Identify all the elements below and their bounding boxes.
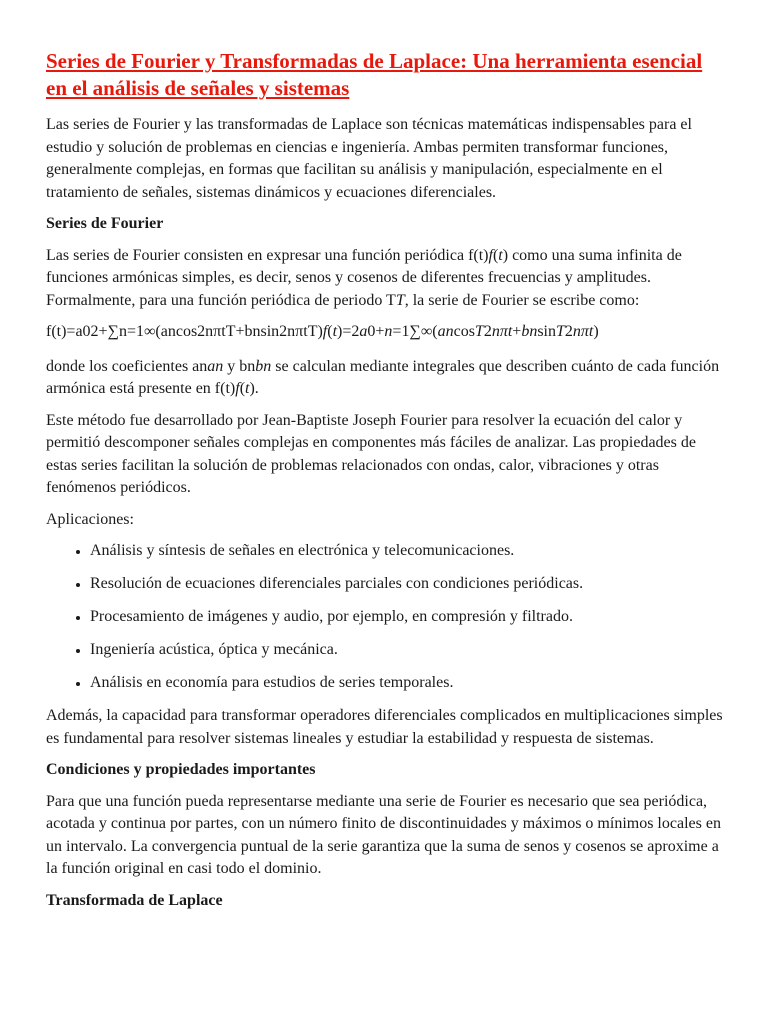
conditions-paragraph: Para que una función pueda representarse mediante una serie de Fourier es necesario que sea periódica, acotada y continua por partes, con un número finito de discontinuidades y máximos o mínimos locales en un intervalo. La convergencia puntual de la serie garantiza que la suma de senos y cosenos se aproxime a la función original en casi todo el dominio.: [46, 792, 721, 877]
math-run: 2: [564, 323, 573, 340]
math-italic: t: [498, 246, 503, 264]
coefficients-paragraph: [46, 356, 724, 401]
list-item: • Análisis y síntesis de señales en electrónica y telecomunicaciones.: [90, 540, 724, 563]
math-italic: f: [322, 323, 328, 340]
fourier-definition-paragraph: [46, 245, 724, 313]
math-italic: n: [384, 323, 393, 340]
text-run: (: [492, 246, 499, 264]
math-run: 0+: [367, 323, 385, 340]
operators-paragraph: Además, la capacidad para transformar operadores diferenciales complicados en multiplicaciones simples es fundamental para resolver sistemas lineales y estudiar la estabilidad y respuesta de sistemas.: [46, 707, 723, 747]
math-italic: bn: [255, 357, 272, 375]
text-run: se calculan mediante integrales que describen cuánto de cada función armónica está presente en f(t): [46, 357, 720, 397]
text-run: donde los coeficientes an: [46, 357, 208, 375]
math-italic: nπt: [572, 323, 594, 340]
math-italic: T: [395, 291, 405, 309]
math-run: (: [327, 323, 333, 340]
math-italic: an: [437, 323, 454, 340]
formula-plain: f(t)=a02+∑n=1∞(ancos2nπtT+bnsin2nπtT): [46, 323, 323, 340]
text-run: (: [239, 380, 246, 397]
math-italic: a: [359, 323, 368, 340]
math-run: sin: [537, 323, 556, 340]
math-italic: T: [474, 323, 484, 340]
text-run: ).: [249, 380, 259, 397]
intro-paragraph: Las series de Fourier y las transformadas de Laplace son técnicas matemáticas indispensables para el estudio y solución de problemas en ciencias e ingeniería. Ambas permiten transformar funciones, generalmente complejas, en formas que facilitan su análisis y manipulación, especialmente en el tratamiento de señales, sistemas dinámicos y ecuaciones diferenciales.: [46, 116, 692, 201]
math-italic: t: [332, 323, 338, 340]
math-italic: bn: [521, 323, 538, 340]
math-italic: f: [488, 246, 493, 264]
fourier-series-formula: [46, 321, 724, 344]
math-run: ): [593, 323, 599, 340]
text-run: y bn: [223, 357, 256, 375]
list-item: • Ingeniería acústica, óptica y mecánica.: [90, 639, 724, 662]
applications-label: Aplicaciones:: [46, 510, 134, 528]
list-item: • Análisis en economía para estudios de series temporales.: [90, 672, 724, 695]
history-paragraph: Este método fue desarrollado por Jean-Baptiste Joseph Fourier para resolver la ecuación del calor y permitió descomponer señales complejas en componentes más fáciles de analizar. Las propiedades de estas series facilitan la solución de problemas relacionados con ondas, calor, vibraciones y otras fenómenos periódicos.: [46, 411, 696, 496]
math-run: )=2: [337, 323, 360, 340]
text-run: ) como una suma infinita de funciones armónicas simples, es decir, senos y cosenos de diferentes frecuencias y amplitudes. Formalmente, para una función periódica de periodo T: [46, 246, 682, 309]
section-heading-laplace: Transformada de Laplace: [46, 891, 223, 909]
math-run: cos: [453, 323, 475, 340]
math-italic: t: [245, 380, 250, 397]
math-run: 2: [483, 323, 492, 340]
applications-list: [46, 540, 724, 695]
text-run: , la serie de Fourier se escribe como:: [404, 291, 640, 309]
section-heading-fourier: Series de Fourier: [46, 215, 164, 232]
math-run: =1∑∞(: [392, 323, 438, 340]
math-italic: an: [207, 357, 224, 375]
text-run: Las series de Fourier consisten en expresar una función periódica f(t): [46, 246, 489, 264]
math-italic: T: [556, 323, 565, 340]
math-italic: nπt: [491, 323, 513, 340]
list-item: • Resolución de ecuaciones diferenciales parciales con condiciones periódicas.: [90, 573, 724, 596]
document-title[interactable]: Series de Fourier y Transformadas de Laplace: Una herramienta esencial en el análisis de señales y sistemas: [46, 49, 703, 100]
math-italic: f: [235, 380, 240, 397]
list-item: • Procesamiento de imágenes y audio, por ejemplo, en compresión y filtrado.: [90, 606, 724, 629]
math-run: +: [512, 323, 522, 340]
section-heading-conditions: Condiciones y propiedades importantes: [46, 761, 316, 778]
